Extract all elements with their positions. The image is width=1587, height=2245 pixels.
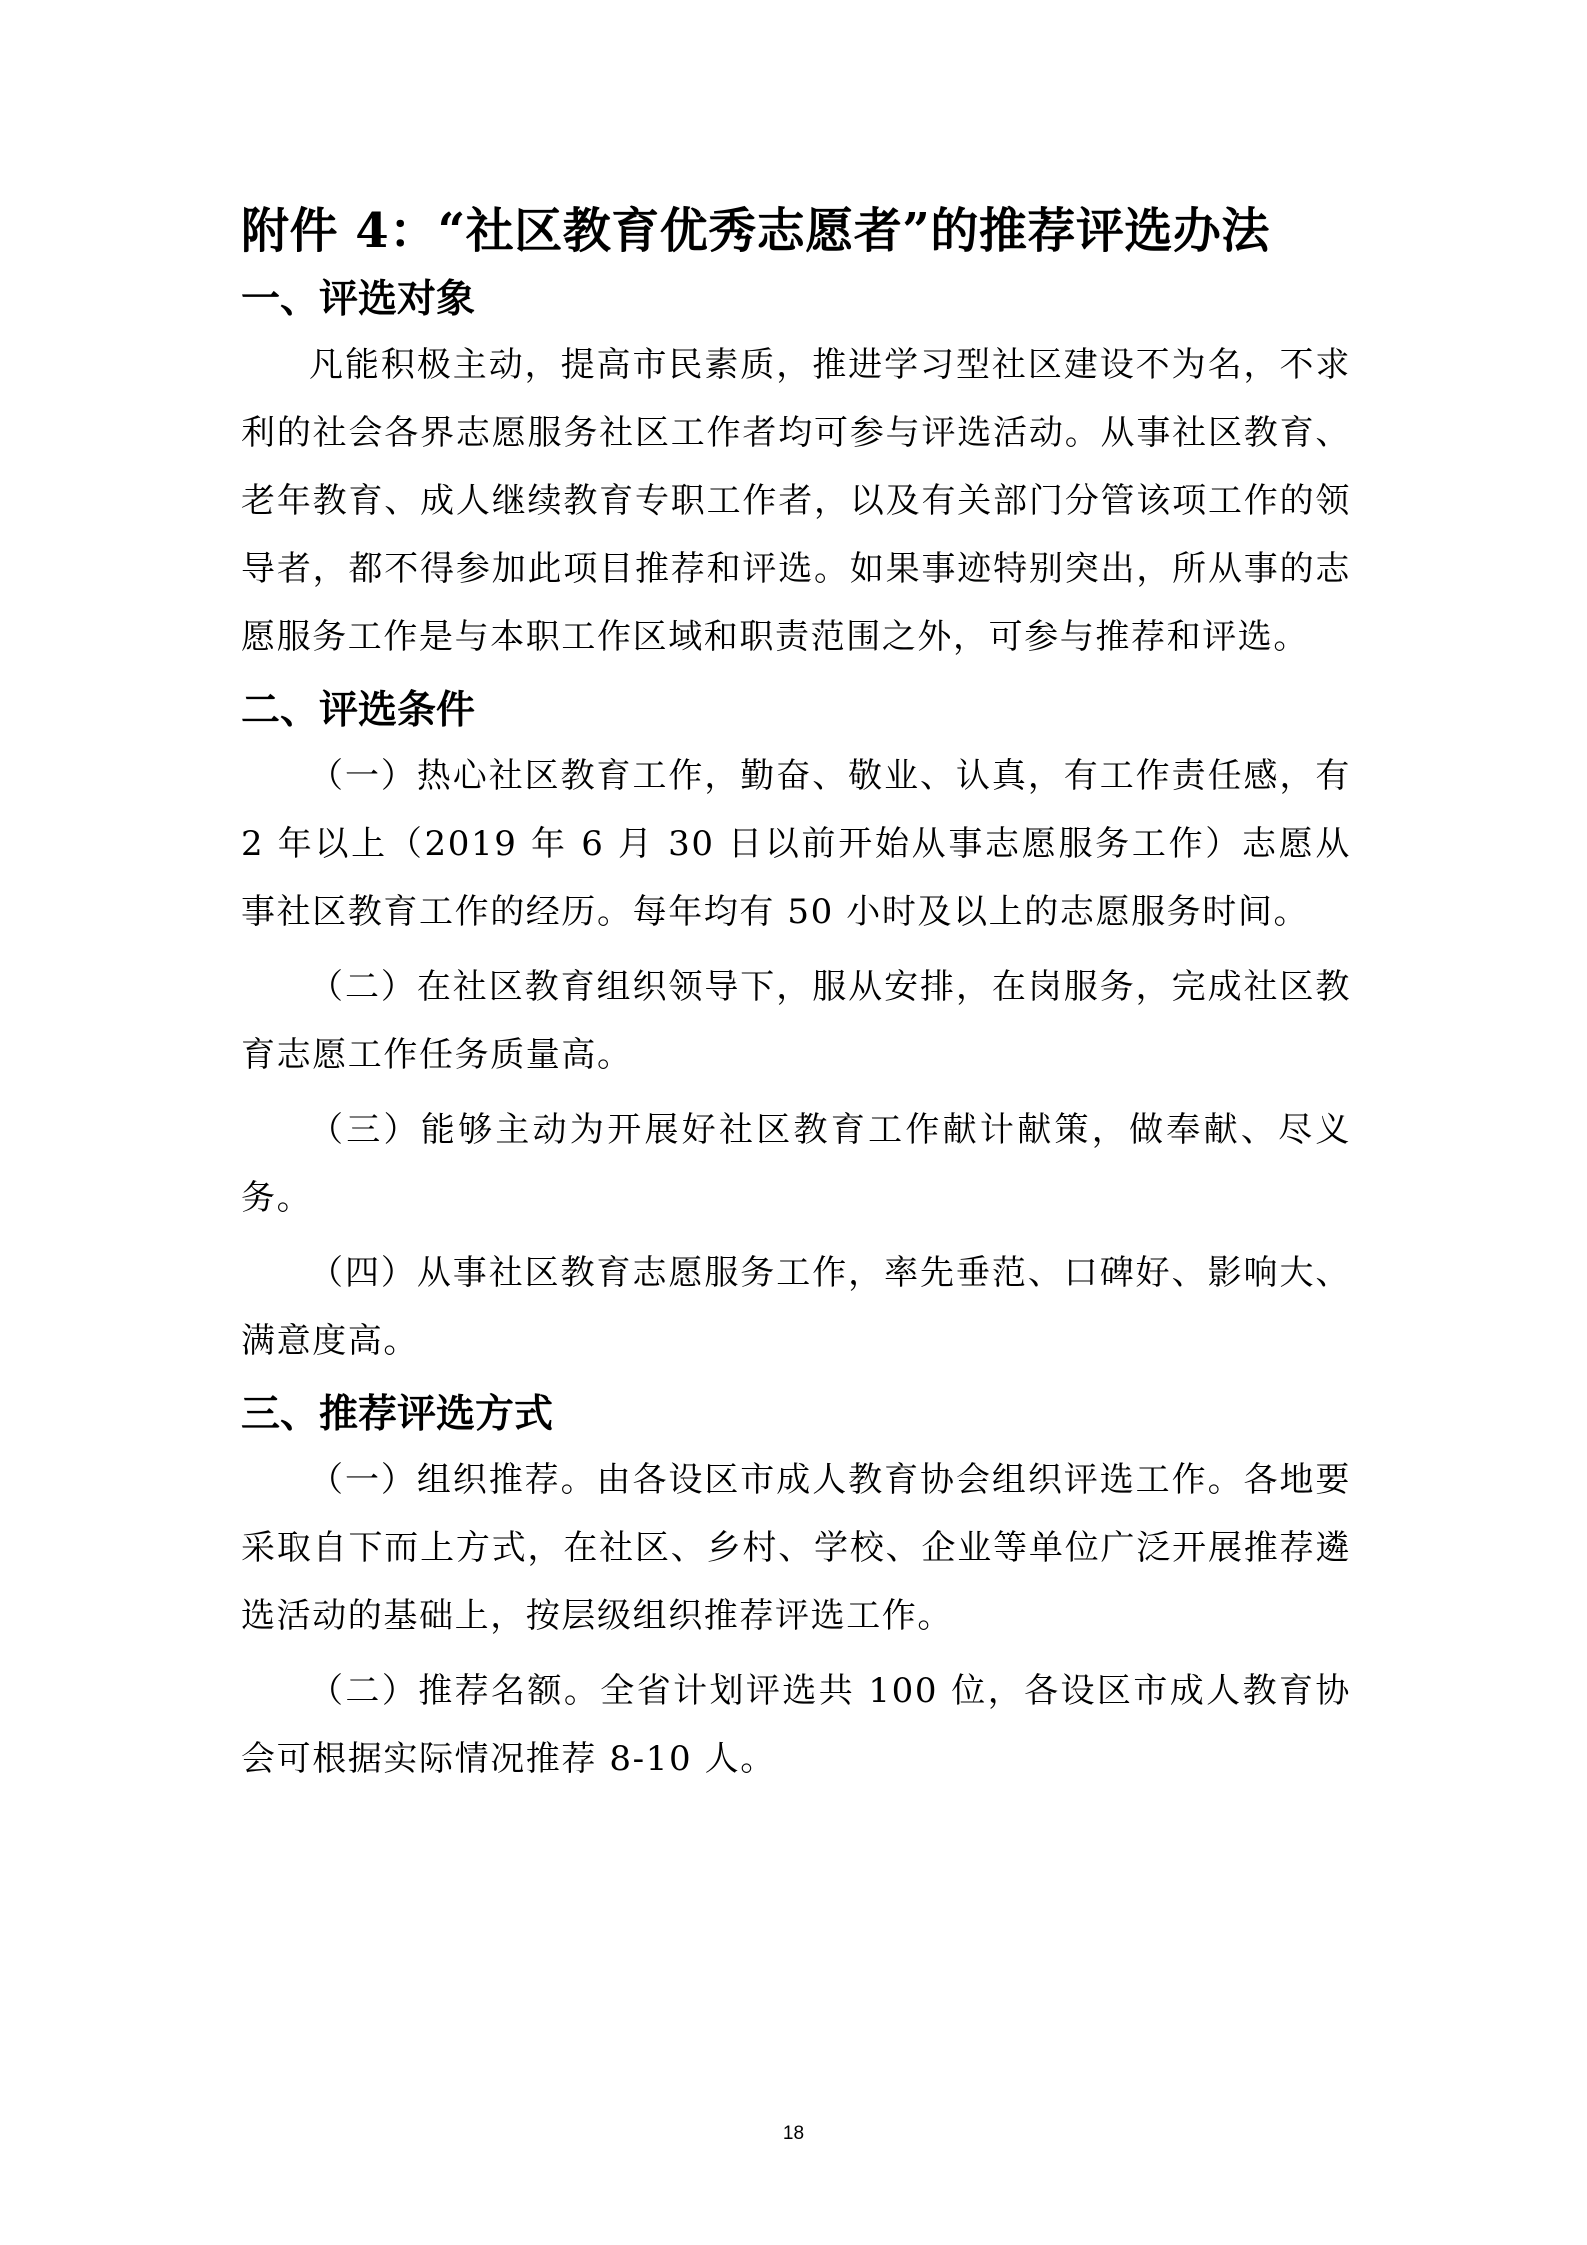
section-1-paragraph-1: 凡能积极主动，提高市民素质，推进学习型社区建设不为名，不求利的社会各界志愿服务社区工作者均可参与评选活动。从事社区教育、老年教育、成人继续教育专职工作者，以及有关部门分管该项工作的领导者，都不得参加此项目推荐和评选。如果事迹特别突出，所从事的志愿服务工作是与本职工作区域和职责范围之外，可参与推荐和评选。	[241, 345, 1351, 657]
section-3-paragraph-1: （一）组织推荐。由各设区市成人教育协会组织评选工作。各地要采取自下而上方式，在社区、乡村、学校、企业等单位广泛开展推荐遴选活动的基础上，按层级组织推荐评选工作。	[241, 1460, 1351, 1636]
section-2-paragraph-1: （一）热心社区教育工作，勤奋、敬业、认真，有工作责任感，有 2 年以上（2019 年 6 月 30 日以前开始从事志愿服务工作）志愿从事社区教育工作的经历。每年均有 50 小时及以上的志愿服务时间。	[241, 756, 1351, 932]
document-title: 附件 4：“社区教育优秀志愿者”的推荐评选办法	[241, 203, 1270, 259]
section-3-paragraph-2: （二）推荐名额。全省计划评选共 100 位，各设区市成人教育协会可根据实际情况推荐 8-10 人。	[241, 1671, 1351, 1779]
section-heading-recommendation-method: 三、推荐评选方式	[241, 1391, 554, 1437]
section-heading-evaluation-conditions: 二、评选条件	[241, 687, 476, 733]
page-number: 18	[782, 2123, 805, 2144]
section-heading-evaluation-target: 一、评选对象	[241, 276, 476, 322]
document-body	[241, 195, 1351, 1793]
section-2-paragraph-2: （二）在社区教育组织领导下，服从安排，在岗服务，完成社区教育志愿工作任务质量高。	[241, 967, 1351, 1075]
section-2-paragraph-3: （三）能够主动为开展好社区教育工作献计献策，做奉献、尽义务。	[241, 1110, 1351, 1218]
section-2-paragraph-4: （四）从事社区教育志愿服务工作，率先垂范、口碑好、影响大、满意度高。	[241, 1253, 1351, 1361]
